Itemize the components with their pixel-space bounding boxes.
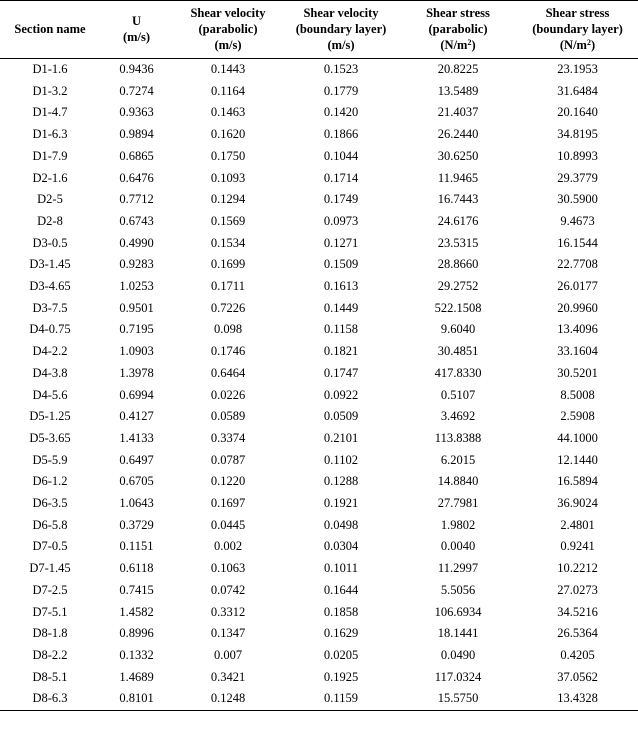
cell-shear-velocity-parabolic: 0.1620 bbox=[210, 127, 246, 142]
cell-shear-stress-boundary-layer: 10.2212 bbox=[557, 561, 598, 576]
cell-shear-stress-boundary-layer: 8.5008 bbox=[560, 387, 595, 402]
cell-shear-stress-parabolic: 24.6176 bbox=[437, 213, 479, 228]
cell-shear-velocity-boundary-layer: 0.0509 bbox=[323, 409, 359, 424]
cell-shear-velocity-boundary-layer: 0.1523 bbox=[323, 62, 359, 76]
cell-u: 0.7712 bbox=[119, 192, 154, 207]
cell-section-name: D3-0.5 bbox=[32, 235, 68, 250]
cell-section-name: D3-4.65 bbox=[29, 279, 71, 294]
header-unit: (m/s) bbox=[327, 38, 355, 52]
cell-u: 0.7274 bbox=[119, 83, 154, 98]
table-row bbox=[0, 298, 638, 320]
cell-u: 0.9363 bbox=[119, 105, 154, 120]
header-shear-stress-parabolic bbox=[399, 1, 517, 59]
table-row bbox=[0, 428, 638, 450]
cell-shear-velocity-parabolic: 0.1746 bbox=[210, 344, 246, 359]
unit-close: ) bbox=[471, 38, 476, 52]
cell-shear-velocity-parabolic: 0.0589 bbox=[210, 409, 246, 424]
cell-section-name: D8-5.1 bbox=[32, 669, 68, 684]
cell-shear-stress-boundary-layer: 30.5201 bbox=[557, 365, 598, 380]
cell-section-name: D4-5.6 bbox=[32, 387, 68, 402]
cell-section-name: D1-3.2 bbox=[32, 83, 68, 98]
header-unit: (m/s) bbox=[122, 30, 151, 44]
cell-shear-velocity-parabolic: 0.3374 bbox=[210, 430, 246, 445]
cell-section-name: D8-2.2 bbox=[32, 647, 68, 662]
cell-shear-stress-boundary-layer: 31.6484 bbox=[557, 83, 598, 98]
cell-shear-stress-boundary-layer: 23.1953 bbox=[557, 62, 598, 76]
header-label: Shear velocity bbox=[190, 6, 266, 20]
table-row bbox=[0, 319, 638, 341]
cell-shear-stress-parabolic: 28.8660 bbox=[437, 257, 479, 272]
cell-shear-stress-boundary-layer: 13.4096 bbox=[557, 322, 598, 337]
cell-shear-velocity-parabolic: 0.1248 bbox=[173, 688, 283, 710]
cell-shear-stress-parabolic: 14.8840 bbox=[437, 474, 479, 489]
cell-shear-velocity-boundary-layer: 0.1779 bbox=[323, 83, 359, 98]
table-row bbox=[0, 667, 638, 689]
cell-shear-stress-parabolic: 13.5489 bbox=[437, 83, 479, 98]
cell-shear-stress-boundary-layer: 33.1604 bbox=[557, 344, 598, 359]
cell-shear-velocity-boundary-layer: 0.1613 bbox=[323, 279, 359, 294]
cell-shear-velocity-boundary-layer: 0.1102 bbox=[324, 452, 358, 467]
cell-shear-stress-parabolic: 21.4037 bbox=[437, 105, 479, 120]
cell-shear-velocity-boundary-layer: 0.1271 bbox=[323, 235, 359, 250]
cell-u: 0.6743 bbox=[119, 213, 154, 228]
cell-shear-stress-boundary-layer: 44.1000 bbox=[557, 430, 598, 445]
header-label: Shear stress bbox=[426, 6, 490, 20]
cell-section-name: D2-5 bbox=[37, 192, 63, 207]
cell-u: 0.6865 bbox=[119, 148, 154, 163]
cell-shear-velocity-parabolic: 0.0226 bbox=[210, 387, 246, 402]
cell-shear-velocity-parabolic: 0.1093 bbox=[210, 170, 246, 185]
cell-shear-velocity-parabolic: 0.1443 bbox=[210, 62, 246, 76]
cell-shear-velocity-parabolic: 0.1347 bbox=[210, 626, 246, 641]
header-shear-stress-boundary-layer bbox=[517, 1, 638, 59]
cell-shear-velocity-parabolic: 0.1294 bbox=[210, 192, 246, 207]
cell-section-name: D1-4.7 bbox=[32, 105, 68, 120]
header-shear-velocity-parabolic bbox=[173, 1, 283, 59]
cell-shear-stress-parabolic: 0.0490 bbox=[440, 647, 476, 662]
cell-shear-stress-parabolic: 26.2440 bbox=[437, 127, 479, 142]
header-qualifier: (parabolic) bbox=[198, 22, 258, 36]
unit-base: (N/m bbox=[559, 38, 587, 52]
table-row bbox=[0, 645, 638, 667]
cell-shear-stress-boundary-layer: 22.7708 bbox=[557, 257, 598, 272]
cell-u: 0.6476 bbox=[119, 170, 154, 185]
cell-shear-stress-parabolic: 1.9802 bbox=[440, 517, 476, 532]
cell-shear-velocity-boundary-layer: 0.0304 bbox=[323, 539, 359, 554]
cell-shear-velocity-boundary-layer: 0.0922 bbox=[323, 387, 359, 402]
cell-shear-velocity-boundary-layer: 0.0205 bbox=[323, 647, 359, 662]
cell-shear-stress-parabolic: 0.0040 bbox=[440, 539, 476, 554]
cell-shear-velocity-boundary-layer: 0.1644 bbox=[323, 582, 359, 597]
cell-shear-velocity-parabolic: 0.0787 bbox=[210, 452, 246, 467]
cell-shear-stress-parabolic: 23.5315 bbox=[437, 235, 479, 250]
cell-section-name: D7-1.45 bbox=[29, 561, 71, 576]
cell-u: 0.3729 bbox=[119, 517, 154, 532]
cell-shear-velocity-boundary-layer: 0.1509 bbox=[323, 257, 359, 272]
cell-section-name: D6-3.5 bbox=[32, 496, 68, 511]
cell-shear-stress-parabolic: 16.7443 bbox=[437, 192, 479, 207]
cell-shear-velocity-parabolic: 0.002 bbox=[213, 539, 243, 554]
cell-shear-velocity-parabolic: 0.1569 bbox=[210, 213, 246, 228]
cell-section-name: D4-0.75 bbox=[29, 322, 71, 337]
cell-shear-stress-parabolic: 113.8388 bbox=[434, 430, 482, 445]
table-row bbox=[0, 233, 638, 255]
cell-shear-velocity-parabolic: 0.007 bbox=[213, 647, 243, 662]
cell-u: 1.4133 bbox=[119, 430, 154, 445]
cell-shear-velocity-boundary-layer: 0.1858 bbox=[323, 604, 359, 619]
cell-shear-velocity-parabolic: 0.098 bbox=[213, 322, 243, 337]
cell-u: 1.0903 bbox=[119, 344, 154, 359]
cell-shear-velocity-boundary-layer: 0.1420 bbox=[323, 105, 359, 120]
cell-section-name: D6-1.2 bbox=[32, 474, 68, 489]
cell-shear-velocity-boundary-layer: 0.0973 bbox=[323, 213, 359, 228]
table-row bbox=[0, 81, 638, 103]
cell-shear-velocity-parabolic: 0.1534 bbox=[210, 235, 246, 250]
cell-shear-stress-parabolic: 9.6040 bbox=[440, 322, 476, 337]
cell-shear-stress-boundary-layer: 34.8195 bbox=[557, 127, 598, 142]
cell-u: 0.7195 bbox=[119, 322, 154, 337]
table-row bbox=[0, 602, 638, 624]
cell-u: 0.9894 bbox=[119, 127, 154, 142]
cell-shear-velocity-boundary-layer: 0.1925 bbox=[323, 669, 359, 684]
cell-u: 1.0253 bbox=[119, 279, 154, 294]
table-row bbox=[0, 168, 638, 190]
cell-shear-velocity-boundary-layer: 0.1159 bbox=[283, 688, 399, 710]
cell-section-name: D1-1.6 bbox=[32, 62, 68, 76]
cell-u: 1.3978 bbox=[119, 365, 154, 380]
cell-shear-stress-boundary-layer: 9.4673 bbox=[560, 213, 595, 228]
cell-shear-stress-parabolic: 0.5107 bbox=[440, 387, 476, 402]
cell-shear-velocity-parabolic: 0.1697 bbox=[210, 496, 246, 511]
cell-u: 1.4689 bbox=[119, 669, 154, 684]
table-row bbox=[0, 493, 638, 515]
table-row bbox=[0, 515, 638, 537]
cell-u: 0.6118 bbox=[119, 561, 154, 576]
cell-shear-stress-parabolic: 11.9465 bbox=[437, 170, 479, 185]
header-unit bbox=[401, 37, 515, 53]
cell-shear-velocity-boundary-layer: 0.1921 bbox=[323, 496, 359, 511]
cell-u: 0.9436 bbox=[119, 62, 154, 76]
cell-shear-stress-boundary-layer: 2.4801 bbox=[560, 517, 595, 532]
cell-section-name: D7-5.1 bbox=[32, 604, 68, 619]
cell-shear-stress-boundary-layer: 36.9024 bbox=[557, 496, 598, 511]
table-row bbox=[0, 580, 638, 602]
header-label: U bbox=[131, 14, 142, 28]
cell-shear-stress-parabolic: 522.1508 bbox=[434, 300, 482, 315]
header-label: Section name bbox=[14, 22, 86, 36]
cell-shear-velocity-parabolic: 0.1750 bbox=[210, 148, 246, 163]
cell-shear-velocity-boundary-layer: 0.2101 bbox=[323, 430, 359, 445]
cell-shear-stress-boundary-layer: 34.5216 bbox=[557, 604, 598, 619]
cell-section-name: D6-5.8 bbox=[32, 517, 68, 532]
table-row bbox=[0, 471, 638, 493]
cell-shear-stress-parabolic: 18.1441 bbox=[437, 626, 479, 641]
cell-section-name: D5-3.65 bbox=[29, 430, 71, 445]
cell-section-name: D1-6.3 bbox=[32, 127, 68, 142]
cell-shear-stress-boundary-layer: 16.1544 bbox=[557, 235, 598, 250]
table-row bbox=[0, 341, 638, 363]
cell-shear-velocity-boundary-layer: 0.1866 bbox=[323, 127, 359, 142]
unit-superscript: 2 bbox=[467, 38, 472, 47]
cell-u: 0.6994 bbox=[119, 387, 154, 402]
cell-u: 0.9283 bbox=[119, 257, 154, 272]
cell-shear-velocity-boundary-layer: 0.1714 bbox=[323, 170, 359, 185]
cell-shear-velocity-boundary-layer: 0.0498 bbox=[323, 517, 359, 532]
unit-superscript: 2 bbox=[586, 38, 591, 47]
cell-shear-velocity-boundary-layer: 0.1158 bbox=[324, 322, 358, 337]
cell-shear-velocity-boundary-layer: 0.1629 bbox=[323, 626, 359, 641]
cell-u: 0.8996 bbox=[119, 626, 154, 641]
header-unit bbox=[519, 37, 636, 53]
cell-section-name: D7-2.5 bbox=[32, 582, 68, 597]
cell-shear-velocity-parabolic: 0.7226 bbox=[210, 300, 246, 315]
cell-section-name: D3-1.45 bbox=[29, 257, 71, 272]
cell-shear-velocity-boundary-layer: 0.1821 bbox=[323, 344, 359, 359]
cell-shear-stress-parabolic: 15.5750 bbox=[399, 688, 517, 710]
table-row bbox=[0, 363, 638, 385]
table-row bbox=[0, 189, 638, 211]
cell-shear-stress-boundary-layer: 16.5894 bbox=[557, 474, 598, 489]
table-row bbox=[0, 406, 638, 428]
cell-u: 0.6497 bbox=[119, 452, 154, 467]
cell-shear-stress-boundary-layer: 10.8993 bbox=[557, 148, 598, 163]
table-row bbox=[0, 450, 638, 472]
cell-section-name: D1-7.9 bbox=[32, 148, 68, 163]
table-header bbox=[0, 1, 638, 59]
cell-shear-velocity-parabolic: 0.0445 bbox=[210, 517, 246, 532]
header-u bbox=[100, 1, 173, 59]
table-row bbox=[0, 558, 638, 580]
header-row bbox=[0, 1, 638, 59]
header-qualifier: (parabolic) bbox=[428, 22, 488, 36]
cell-u: 0.1151 bbox=[119, 539, 154, 554]
cell-shear-stress-parabolic: 29.2752 bbox=[437, 279, 479, 294]
unit-close: ) bbox=[590, 38, 596, 52]
header-section-name bbox=[0, 1, 100, 59]
cell-shear-stress-parabolic: 117.0324 bbox=[434, 669, 482, 684]
table-row bbox=[0, 59, 638, 81]
cell-section-name: D8-1.8 bbox=[32, 626, 68, 641]
cell-shear-stress-boundary-layer: 12.1440 bbox=[557, 452, 598, 467]
cell-shear-stress-parabolic: 30.4851 bbox=[437, 344, 479, 359]
cell-u: 0.7415 bbox=[119, 582, 154, 597]
table-row bbox=[0, 276, 638, 298]
cell-u: 0.4127 bbox=[119, 409, 154, 424]
cell-shear-velocity-boundary-layer: 0.1288 bbox=[323, 474, 359, 489]
header-shear-velocity-boundary-layer bbox=[283, 1, 399, 59]
table-row bbox=[0, 146, 638, 168]
table-row bbox=[0, 623, 638, 645]
cell-shear-velocity-parabolic: 0.6464 bbox=[210, 365, 246, 380]
unit-base: (N/m bbox=[440, 38, 468, 52]
cell-section-name: D4-3.8 bbox=[32, 365, 68, 380]
cell-shear-stress-parabolic: 11.2997 bbox=[437, 561, 479, 576]
cell-u: 1.0643 bbox=[119, 496, 154, 511]
cell-shear-stress-boundary-layer: 0.9241 bbox=[560, 539, 595, 554]
cell-shear-stress-parabolic: 30.6250 bbox=[437, 148, 479, 163]
cell-shear-stress-parabolic: 106.6934 bbox=[434, 604, 482, 619]
cell-shear-stress-boundary-layer: 27.0273 bbox=[557, 582, 598, 597]
cell-shear-velocity-boundary-layer: 0.1747 bbox=[323, 365, 359, 380]
cell-u: 0.4990 bbox=[119, 235, 154, 250]
cell-shear-velocity-boundary-layer: 0.1449 bbox=[323, 300, 359, 315]
header-label: Shear velocity bbox=[303, 6, 379, 20]
cell-shear-velocity-parabolic: 0.1220 bbox=[210, 474, 246, 489]
cell-shear-velocity-boundary-layer: 0.1044 bbox=[323, 148, 359, 163]
cell-shear-velocity-parabolic: 0.1164 bbox=[211, 83, 245, 98]
cell-shear-velocity-parabolic: 0.0742 bbox=[210, 582, 246, 597]
cell-u: 0.6705 bbox=[119, 474, 154, 489]
table-row bbox=[0, 385, 638, 407]
cell-section-name: D7-0.5 bbox=[32, 539, 68, 554]
cell-shear-velocity-boundary-layer: 0.1011 bbox=[324, 561, 358, 576]
cell-u: 0.9501 bbox=[119, 300, 154, 315]
cell-shear-stress-boundary-layer: 20.9960 bbox=[557, 300, 598, 315]
cell-shear-velocity-parabolic: 0.1063 bbox=[210, 561, 246, 576]
cell-shear-stress-boundary-layer: 29.3779 bbox=[557, 170, 598, 185]
cell-shear-stress-boundary-layer: 2.5908 bbox=[560, 409, 595, 424]
cell-shear-velocity-parabolic: 0.3421 bbox=[210, 669, 246, 684]
cell-section-name: D3-7.5 bbox=[32, 300, 68, 315]
cell-shear-velocity-parabolic: 0.1711 bbox=[211, 279, 245, 294]
table-row bbox=[0, 688, 638, 710]
cell-shear-stress-parabolic: 417.8330 bbox=[434, 365, 482, 380]
cell-shear-stress-boundary-layer: 26.5364 bbox=[557, 626, 598, 641]
table-row bbox=[0, 211, 638, 233]
cell-section-name: D4-2.2 bbox=[32, 344, 68, 359]
cell-shear-velocity-boundary-layer: 0.1749 bbox=[323, 192, 359, 207]
cell-section-name: D5-1.25 bbox=[29, 409, 71, 424]
cell-shear-stress-boundary-layer: 26.0177 bbox=[557, 279, 598, 294]
cell-shear-stress-boundary-layer: 37.0562 bbox=[557, 669, 598, 684]
cell-u: 1.4582 bbox=[119, 604, 154, 619]
cell-u: 0.8101 bbox=[100, 688, 173, 710]
cell-shear-stress-boundary-layer: 0.4205 bbox=[560, 647, 595, 662]
header-label: Shear stress bbox=[545, 6, 610, 20]
cell-shear-stress-boundary-layer: 13.4328 bbox=[517, 688, 638, 710]
cell-shear-stress-parabolic: 5.5056 bbox=[440, 582, 476, 597]
cell-shear-stress-boundary-layer: 20.1640 bbox=[557, 105, 598, 120]
header-qualifier: (boundary layer) bbox=[295, 22, 387, 36]
table-row bbox=[0, 124, 638, 146]
cell-shear-velocity-parabolic: 0.1699 bbox=[210, 257, 246, 272]
header-qualifier: (boundary layer) bbox=[532, 22, 623, 36]
cell-shear-stress-parabolic: 20.8225 bbox=[437, 62, 479, 76]
cell-shear-velocity-parabolic: 0.3312 bbox=[210, 604, 246, 619]
cell-shear-stress-boundary-layer: 30.5900 bbox=[557, 192, 598, 207]
cell-shear-velocity-parabolic: 0.1463 bbox=[210, 105, 246, 120]
table-row bbox=[0, 536, 638, 558]
table-body bbox=[0, 59, 638, 711]
cell-section-name: D2-8 bbox=[37, 213, 63, 228]
header-unit: (m/s) bbox=[214, 38, 242, 52]
cell-u: 0.1332 bbox=[119, 647, 154, 662]
table-row bbox=[0, 254, 638, 276]
cell-section-name: D2-1.6 bbox=[32, 170, 68, 185]
cell-shear-stress-parabolic: 3.4692 bbox=[440, 409, 476, 424]
cell-section-name: D8-6.3 bbox=[0, 688, 100, 710]
cell-section-name: D5-5.9 bbox=[32, 452, 68, 467]
table-row bbox=[0, 102, 638, 124]
cell-shear-stress-parabolic: 6.2015 bbox=[440, 452, 476, 467]
cell-shear-stress-parabolic: 27.7981 bbox=[437, 496, 479, 511]
